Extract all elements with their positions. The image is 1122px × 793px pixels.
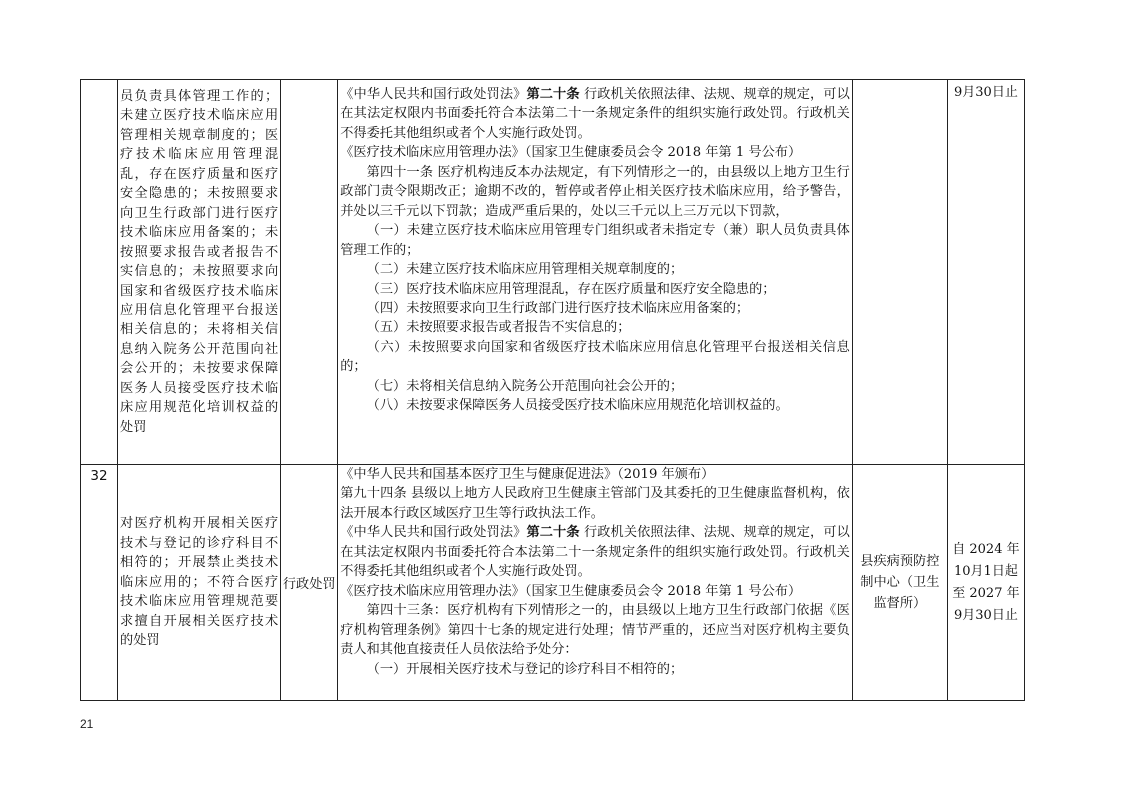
article-text: 第九十四条 县级以上地方人民政府卫生健康主管部门及其委托的卫生健康监督机构，依法开展本行政区域医疗卫生等行政执法工作。 [340,486,850,521]
basis-paragraph [340,143,850,162]
action-type: 行政处罚 [282,577,336,592]
cell-type [281,80,338,465]
basis-paragraph [340,338,850,377]
basis-paragraph [340,377,850,396]
basis-paragraph [340,601,850,659]
item-description: 员负责具体管理工作的；未建立医疗技术临床应用管理相关规章制度的；医疗技术临床应用管理混乱，存在医疗质量和医疗安全隐患的；未按照要求向卫生行政部门进行医疗技术临床应用备案的；未按照要求报告或者报告不实信息的；未按照要求向国家和省级医疗技术临床应用信息化管理平台报送相关信息的；未将相关信息纳入院务公开范围向社会公开的；未按要求保障医务人员接受医疗技术临床应用规范化培训权益的处罚 [120,89,279,435]
cell-type [281,465,338,701]
article-text: 第四十三条：医疗机构有下列情形之一的，由县级以上地方卫生行政部门依据《医疗机构管理条例》第四十七条的规定进行处理；情节严重的，还应当对医疗机构主要负责人和其他直接责任人员依法给予处分： [340,603,850,658]
article-text: （五）未按照要求报告或者报告不实信息的； [366,320,631,336]
basis-paragraph [340,318,850,337]
cell-item [118,80,281,465]
law-title: 《中华人民共和国行政处罚法》 [340,525,527,541]
article-text: 第四十一条 医疗机构违反本办法规定，有下列情形之一的，由县级以上地方卫生行政部门责令限期改正；逾期不改的，暂停或者停止相关医疗技术临床应用，给予警告，并处以三千元以下罚款；造成严重后果的，处以三千元以上三万元以下罚款， [340,164,850,219]
basis-paragraph [340,85,850,143]
cell-basis [338,80,853,465]
page-number: 21 [80,717,94,731]
cell-org [852,465,947,701]
basis-paragraph [340,280,850,299]
basis-paragraph [340,299,850,318]
article-text: （六）未按照要求向国家和省级医疗技术临床应用信息化管理平台报送相关信息的； [340,339,850,375]
article-text: （一）未建立医疗技术临床应用管理专门组织或者未指定专（兼）职人员负责具体管理工作的； [340,223,850,258]
cell-no [81,80,118,465]
article-number: 第二十条 [526,525,580,541]
item-description: 对医疗机构开展相关医疗技术与登记的诊疗科目不相符的；开展禁止类技术临床应用的；不符合医疗技术临床应用管理规范要求擅自开展相关医疗技术的处罚 [120,516,279,649]
basis-paragraph [340,163,850,221]
article-text: （七）未将相关信息纳入院务公开范围向社会公开的； [366,378,684,394]
row-number: 32 [90,468,108,484]
article-text: （二）未建立医疗技术临床应用管理相关规章制度的； [366,262,684,278]
article-number: 第二十条 [526,87,580,102]
time-line: 10月1日起 [954,563,1018,579]
basis-paragraph [340,221,850,260]
basis-paragraph [340,582,850,601]
cell-basis [338,465,853,701]
legal-basis [338,80,852,416]
article-text: 行政机关依照法律、法规、规章的规定，可以在其法定权限内书面委托符合本法第二十一条规定条件的组织实施行政处罚。行政机关不得委托其他组织或者个人实施行政处罚。 [340,87,850,141]
time-range: 9月30日止 [954,85,1018,100]
law-title: 《中华人民共和国行政处罚法》 [340,87,527,102]
time-range [948,539,1024,627]
table-row [81,80,1025,465]
time-line: 至 2027 年 [952,585,1020,601]
cell-time [947,465,1024,701]
article-text: 行政机关依照法律、法规、规章的规定，可以在其法定权限内书面委托符合本法第二十一条规定条件的组织实施行政处罚。行政机关不得委托其他组织或者个人实施行政处罚。 [340,525,850,580]
table-row [81,465,1025,701]
article-text: （八）未按要求保障医务人员接受医疗技术临床应用规范化培训权益的。 [366,398,789,414]
basis-paragraph [340,260,850,279]
article-text: 《中华人民共和国基本医疗卫生与健康促进法》（2019 年颁布） [340,467,715,482]
time-line: 自 2024 年 [952,541,1020,557]
responsible-org: 县疾病预防控制中心（卫生监督所） [860,554,940,611]
cell-org [852,80,947,465]
basis-paragraph [340,396,850,415]
time-line: 9月30日止 [954,607,1018,623]
article-text: （三）医疗技术临床应用管理混乱，存在医疗质量和医疗安全隐患的； [366,281,776,297]
basis-paragraph [340,660,850,679]
article-text: 《医疗技术临床应用管理办法》（国家卫生健康委员会令 2018 年第 1 号公布） [340,583,802,599]
basis-paragraph [340,523,850,581]
cell-no [81,465,118,701]
basis-paragraph [340,465,850,484]
article-text: 《医疗技术临床应用管理办法》（国家卫生健康委员会令 2018 年第 1 号公布） [340,145,802,161]
cell-time [947,80,1024,465]
article-text: （四）未按照要求向卫生行政部门进行医疗技术临床应用备案的； [366,300,750,316]
article-text: （一）开展相关医疗技术与登记的诊疗科目不相符的； [366,661,684,677]
enforcement-table [80,79,1025,701]
basis-paragraph [340,484,850,523]
legal-basis [338,465,852,679]
cell-item [118,465,281,701]
